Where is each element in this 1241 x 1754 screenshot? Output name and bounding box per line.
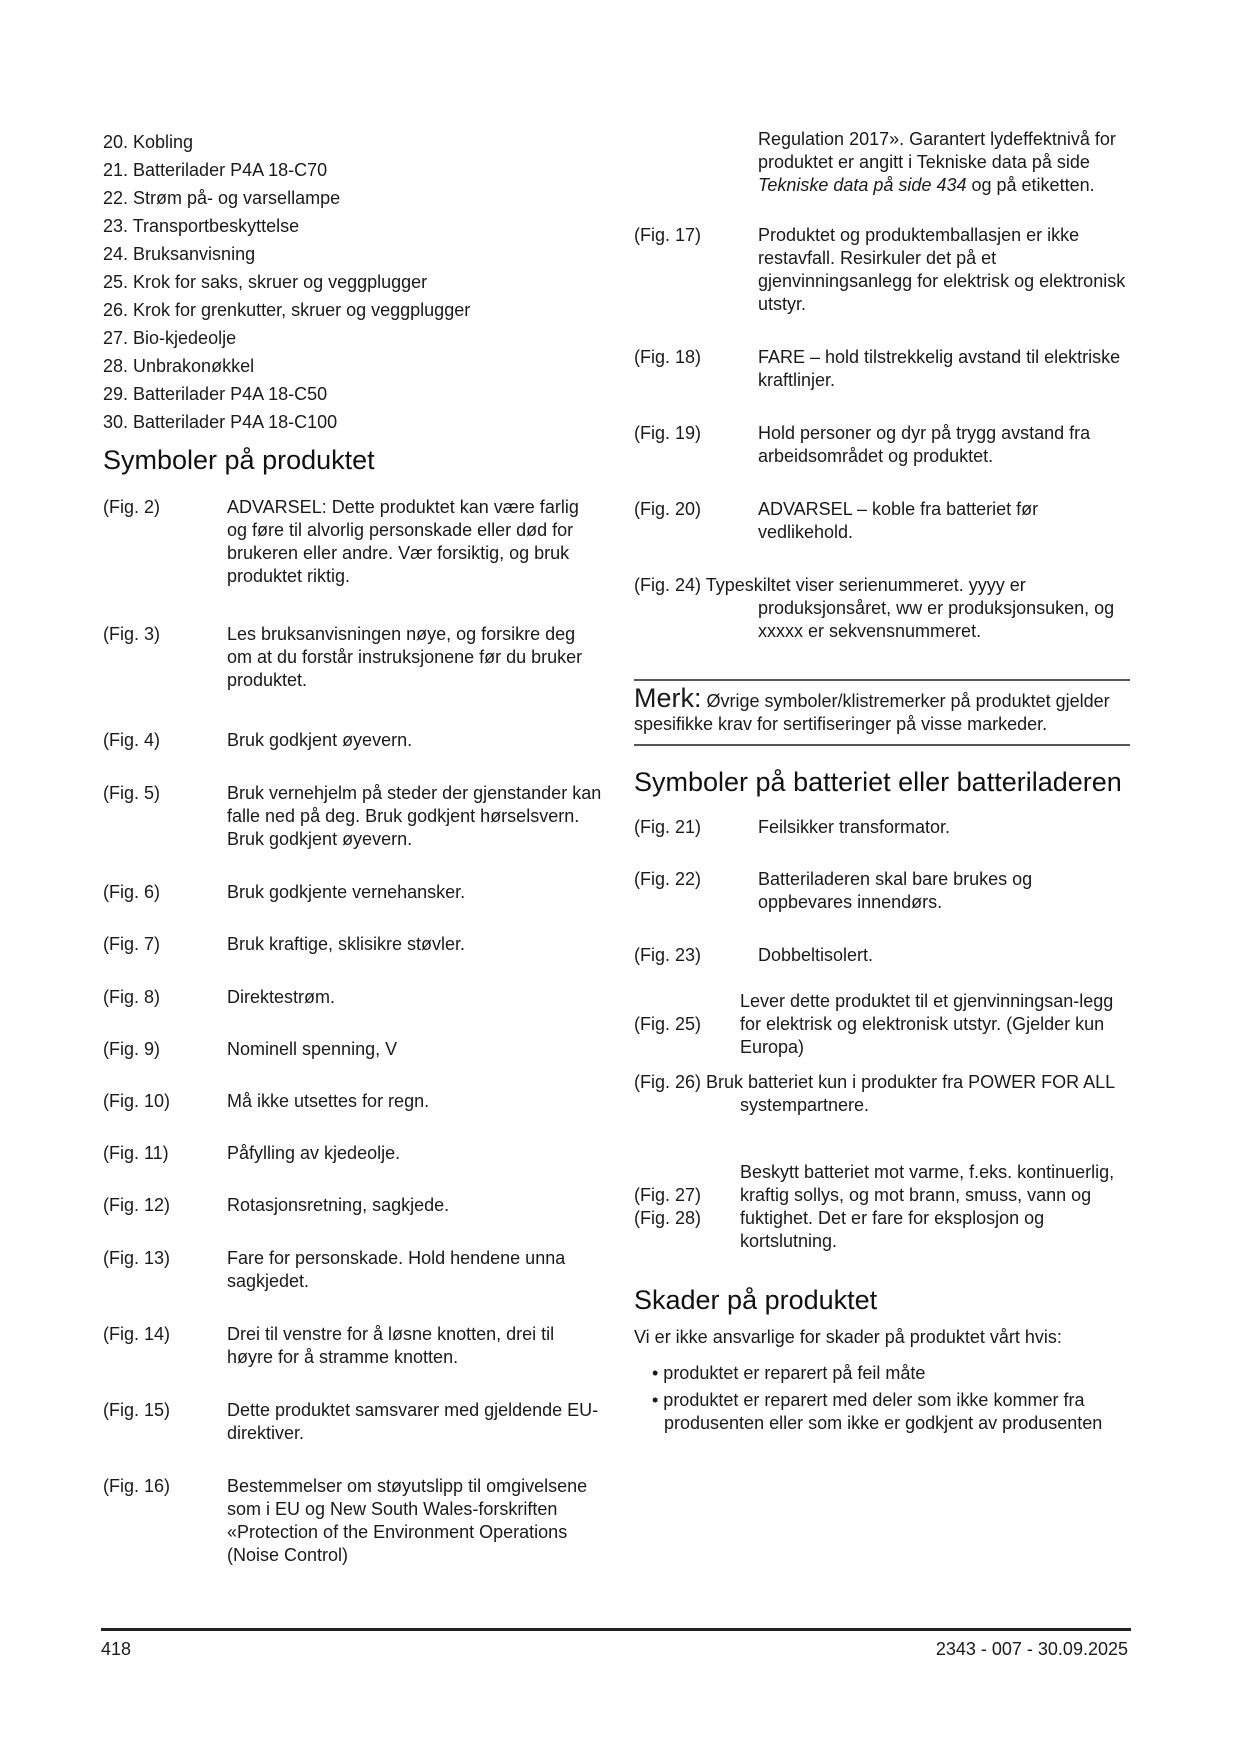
list-item: 28. Unbrakonøkkel [103,356,255,376]
section-heading-damage: Skader på produktet [634,1285,878,1315]
symbol-row-fig-10 [103,1090,603,1113]
symbol-description: Bruk vernehjelm på steder der gjenstander kan falle ned på deg. Bruk godkjent hørselsvern. Bruk godkjent øyevern. [227,783,602,849]
symbol-description: ADVARSEL: Dette produktet kan være farlig og føre til alvorlig personskade eller død for brukeren eller andre. Vær forsiktig, og bruk produktet riktig. [227,497,579,586]
symbol-description: Les bruksanvisningen nøye, og forsikre deg om at du forstår instruksjonene før du bruker produktet. [227,624,583,690]
list-item: • produktet er reparert på feil måte [652,1363,926,1383]
fig-ref: (Fig. 11) [103,1143,169,1163]
fig-ref: (Fig. 19) [634,423,702,443]
symbol-row-fig-7 [103,933,603,956]
page-number: 418 [101,1639,132,1659]
list-item: 29. Batterilader P4A 18-C50 [103,384,328,404]
list-item: 22. Strøm på- og varsellampe [103,188,341,208]
symbol-description: Rotasjonsretning, sagkjede. [227,1195,450,1215]
section-heading-battery-symbols: Symboler på batteriet eller batteriladeren [634,767,1122,797]
symbol-row-fig-24: (Fig. 24) Typeskiltet viser serienummeret. yyyy er produksjonsåret, ww er produksjonsuken, og xxxxx er sekvensnummeret. [634,575,1115,641]
list-item: 27. Bio-kjedeolje [103,328,237,348]
symbol-description: Dobbeltisolert. [758,945,874,965]
symbol-description: Bruk kraftige, sklisikre støvler. [227,934,466,954]
fig-ref: (Fig. 13) [103,1248,171,1268]
list-item: 20. Kobling [103,132,194,152]
cross-reference-link[interactable]: Tekniske data på side 434 [758,175,967,195]
list-item: 25. Krok for saks, skruer og veggplugger [103,272,428,292]
symbol-row-fig-18 [634,346,1130,392]
symbol-description: Lever dette produktet til et gjenvinningsan-legg for elektrisk og elektronisk utstyr. (Gjelder kun Europa) [740,991,1114,1057]
symbol-description: Feilsikker transformator. [758,817,951,837]
symbol-description: Dette produktet samsvarer med gjeldende EU-direktiver. [227,1400,599,1443]
symbol-row-fig-16 [103,1475,603,1567]
symbol-description: FARE – hold tilstrekkelig avstand til elektriske kraftlinjer. [758,347,1121,390]
fig-ref: (Fig. 28) [634,1208,702,1228]
symbol-description: Direktestrøm. [227,987,335,1007]
symbol-description: Hold personer og dyr på trygg avstand fra arbeidsområdet og produktet. [758,423,1091,466]
damage-intro: Vi er ikke ansvarlige for skader på produktet vårt hvis: [634,1327,1062,1347]
list-item: • produktet er reparert med deler som ikke kommer fra produsenten eller som ikke er godkjent av produsenten [652,1390,1103,1433]
symbol-row-fig-9 [103,1038,603,1061]
symbol-row-fig-17 [634,224,1130,316]
fig-ref: (Fig. 17) [634,225,702,245]
note-title: Merk: [634,683,702,713]
list-item: 23. Transportbeskyttelse [103,216,300,236]
symbol-row-fig-12 [103,1194,603,1217]
note-text: Øvrige symboler/klistremerker på produktet gjelder spesifikke krav for sertifiseringer på visse markeder. [634,691,1110,734]
symbol-description: Fare for personskade. Hold hendene unna sagkjedet. [227,1248,566,1291]
symbol-description: Batteriladeren skal bare brukes og oppbevares innendørs. [758,869,1033,912]
symbol-row-fig-26: (Fig. 26) Bruk batteriet kun i produkter fra POWER FOR ALL systempartnere. [634,1072,1115,1115]
symbol-description: ADVARSEL – koble fra batteriet før vedlikehold. [758,499,1039,542]
symbol-row-fig-11 [103,1142,603,1165]
section-heading-product-symbols: Symboler på produktet [103,445,375,475]
fig-ref: (Fig. 20) [634,499,702,519]
symbol-row-fig-8 [103,986,603,1009]
footer-divider [101,1628,1131,1631]
symbol-row-fig-2 [103,496,603,588]
symbol-description: Bruk godkjent øyevern. [227,730,413,750]
fig-ref: (Fig. 21) [634,817,702,837]
symbol-row-fig-20 [634,498,1130,544]
fig-ref: (Fig. 14) [103,1324,171,1344]
fig-ref-stack [634,1161,740,1253]
fig-ref: (Fig. 22) [634,869,702,889]
symbol-row-fig-5 [103,782,603,851]
fig-ref: (Fig. 6) [103,882,161,902]
fig-ref: (Fig. 18) [634,347,702,367]
left-column [103,128,603,1567]
list-item: 21. Batterilader P4A 18-C70 [103,160,328,180]
fig-ref: (Fig. 2) [103,497,161,517]
symbol-description: Nominell spenning, V [227,1039,398,1059]
symbol-row-fig-14 [103,1323,603,1369]
damage-list [634,1362,1130,1435]
symbol-row-fig-27-28 [634,1161,1130,1253]
fig-ref: (Fig. 4) [103,730,161,750]
fig-ref: (Fig. 15) [103,1400,171,1420]
symbol-row-fig-3 [103,623,603,692]
document-reference: 2343 - 007 - 30.09.2025 [935,1639,1128,1659]
fig-16-continued [634,128,1130,197]
symbol-description: Bestemmelser om støyutslipp til omgivelsene som i EU og New South Wales-forskriften «Protection of the Environment Operations (Noise Control) [227,1476,588,1565]
parts-list [103,128,603,436]
fig-ref: (Fig. 8) [103,987,161,1007]
symbol-row-fig-19 [634,422,1130,468]
fig-ref: (Fig. 5) [103,783,161,803]
symbol-row-fig-25 [634,990,1130,1059]
symbol-row-fig-15 [103,1399,603,1445]
right-column [634,128,1130,1439]
fig-ref: (Fig. 16) [103,1476,171,1496]
symbol-row-fig-21 [634,816,1130,839]
list-item: 30. Batterilader P4A 18-C100 [103,412,338,432]
symbol-description: Produktet og produktemballasjen er ikke restavfall. Resirkuler det på et gjenvinningsanlegg for elektrisk og elektronisk utstyr. [758,225,1126,314]
symbol-row-fig-23 [634,944,1130,967]
symbol-description: Påfylling av kjedeolje. [227,1143,401,1163]
fig-ref: (Fig. 12) [103,1195,171,1215]
symbol-row-fig-6 [103,881,603,904]
symbol-description: Må ikke utsettes for regn. [227,1091,430,1111]
fig-ref: (Fig. 27) [634,1185,702,1205]
fig-ref: (Fig. 10) [103,1091,171,1111]
symbol-row-fig-4 [103,729,603,752]
symbol-row-fig-22 [634,868,1130,914]
symbol-description: Beskytt batteriet mot varme, f.eks. kontinuerlig, kraftig sollys, og mot brann, smuss, vann og fuktighet. Det er fare for eksplosjon og kortslutning. [740,1162,1115,1251]
fig-ref: (Fig. 25) [634,1014,702,1034]
list-item: 26. Krok for grenkutter, skruer og veggplugger [103,300,471,320]
list-item: 24. Bruksanvisning [103,244,256,264]
fig-ref: (Fig. 23) [634,945,702,965]
symbol-description: Drei til venstre for å løsne knotten, drei til høyre for å stramme knotten. [227,1324,555,1367]
fig-16-text: Regulation 2017». Garantert lydeffektnivå for produktet er angitt i Tekniske data på side [758,129,1116,172]
note-box [634,679,1130,746]
symbol-description: Bruk godkjente vernehansker. [227,882,466,902]
fig-ref: (Fig. 9) [103,1039,161,1059]
fig-ref: (Fig. 3) [103,624,161,644]
fig-ref: (Fig. 7) [103,934,161,954]
fig-16-text-end: og på etiketten. [966,175,1095,195]
symbol-row-fig-13 [103,1247,603,1293]
